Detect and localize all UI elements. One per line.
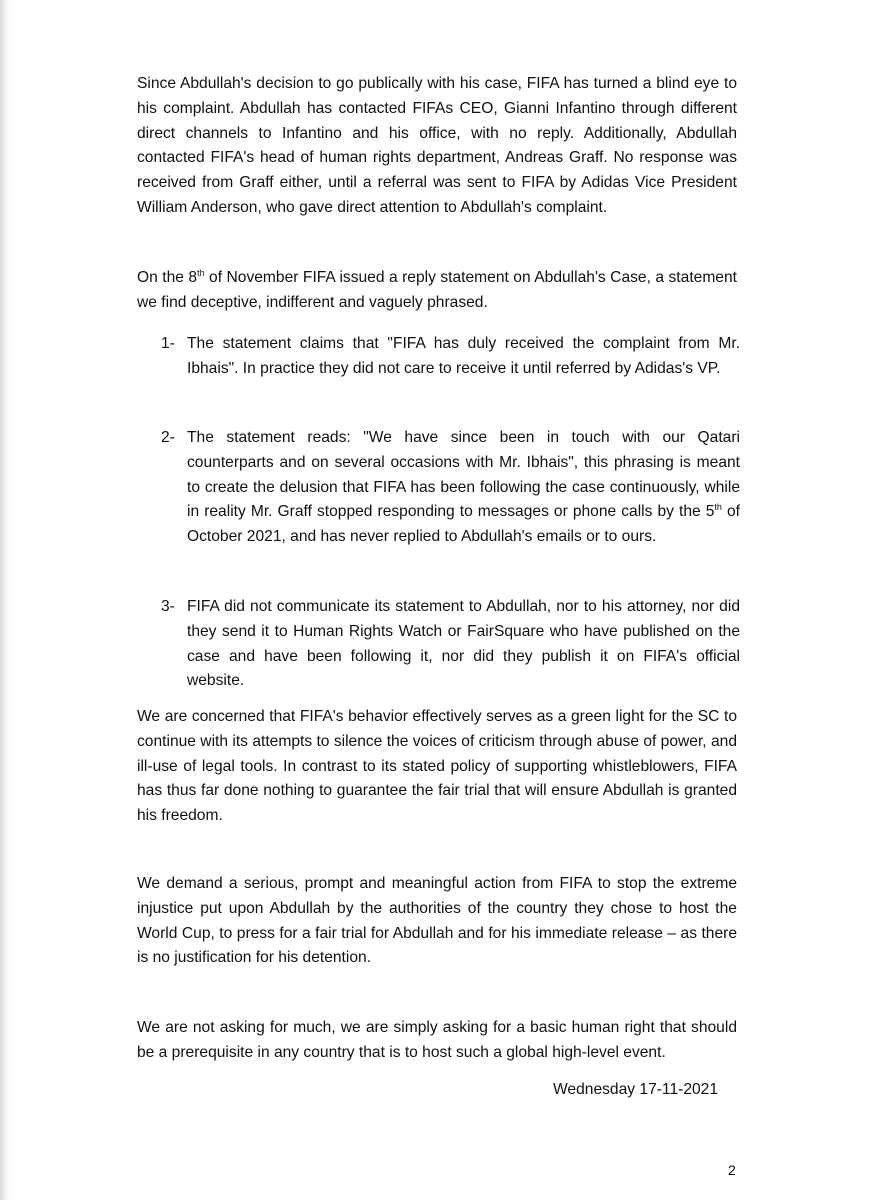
list-item-number: 1- xyxy=(161,335,175,352)
list-item-text: The statement claims that "FIFA has duly received the complaint from Mr. Ibhais". In practice they did not care to receive it until referred by Adidas's VP. xyxy=(187,335,740,377)
list-item-2 xyxy=(161,426,740,550)
paragraph-concern: We are concerned that FIFA's behavior effectively serves as a green light for the SC to continue with its attempts to silence the voices of criticism through abuse of power, and ill-use of legal tools. In contrast to its stated policy of supporting whistleblowers, FIFA has thus far done nothing to guarantee the fair trial that will ensure Abdullah is granted his freedom. xyxy=(137,708,737,825)
list-item-1 xyxy=(161,332,740,382)
ordinal-suffix: th xyxy=(714,502,722,513)
list-item-text-a: The statement reads: "We have since been in touch with our Qatari counterparts and on several occasions with Mr. Ibhais", this phrasing is meant to create the delusion that FIFA has been following the case continuously, while in reality Mr. Graff stopped responding to messages or phone calls by the 5 xyxy=(187,429,740,521)
ordinal-suffix: th xyxy=(197,268,205,278)
paragraph-reply-statement-b: of November FIFA issued a reply statement on Abdullah's Case, a statement we find deceptive, indifferent and vaguely phrased. xyxy=(137,269,737,311)
list-item-text: FIFA did not communicate its statement to Abdullah, nor to his attorney, nor did they send it to Human Rights Watch or FairSquare who have published on the case and have been following it, nor did they publish it on FIFA's official website. xyxy=(187,598,740,690)
page-number: 2 xyxy=(728,1162,736,1178)
paragraph-demand: We demand a serious, prompt and meaningful action from FIFA to stop the extreme injustice put upon Abdullah by the authorities of the country they chose to host the World Cup, to press for a fair trial for Abdullah and for his immediate release – as there is no justification for his detention. xyxy=(137,875,737,967)
list-item-text-b: of October 2021, and has never replied to Abdullah's emails or to ours. xyxy=(187,503,740,546)
document-date: Wednesday 17-11-2021 xyxy=(553,1081,719,1098)
list-item-text xyxy=(187,426,740,550)
paragraph-reply-statement-a: On the 8 xyxy=(137,269,198,286)
page-shadow-edge xyxy=(0,0,10,1200)
list-item-3 xyxy=(161,595,740,694)
list-item-number: 2- xyxy=(161,429,175,446)
paragraph-fifa-blind-eye: Since Abdullah's decision to go publically with his case, FIFA has turned a blind eye to his complaint. Abdullah has contacted FIFAs CEO, Gianni Infantino through different direct channels to Infantino and his office, with no reply. Additionally, Abdullah contacted FIFA's head of human rights department, Andreas Graff. No response was received from Graff either, until a referral was sent to FIFA by Adidas Vice President William Anderson, who gave direct attention to Abdullah's complaint. xyxy=(137,75,737,216)
list-item-number: 3- xyxy=(161,598,175,615)
paragraph-basic-right: We are not asking for much, we are simply asking for a basic human right that should be a prerequisite in any country that is to host such a global high-level event. xyxy=(137,1019,737,1061)
paragraph-reply-statement xyxy=(137,266,737,316)
